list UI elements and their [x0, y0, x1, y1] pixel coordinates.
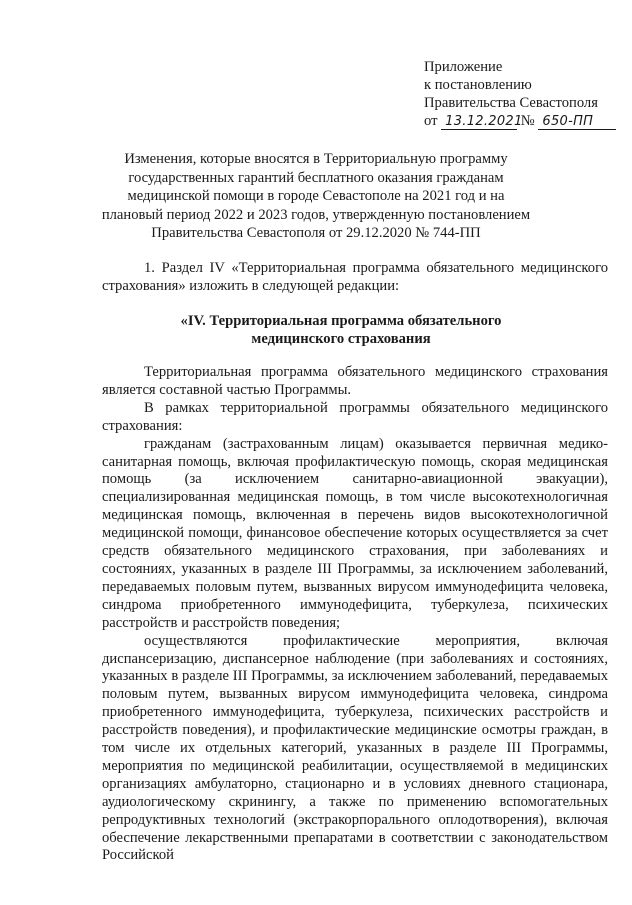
handwritten-number: 650-ПП: [538, 114, 616, 130]
paragraph-3: гражданам (застрахованным лицам) оказывается первичная медико-санитарная помощь, включая профилактическую помощь, скорая медицинская помощь (за исключением санитарно-авиационной эвакуации), специализированная медицинская помощь, в том числе высокотехнологичная медицинская помощь, включенная в перечень видов высокотехнологичной медицинской помощи, финансовое обеспечение которых осуществляется за счет средств обязательного медицинского страхования, при заболеваниях и состояниях, указанных в разделе III Программы, за исключением заболеваний, передаваемых половым путем, вызванных вирусом иммунодефицита человека, синдрома приобретенного иммунодефицита, туберкулеза, психических расстройств и расстройств поведения;: [102, 435, 608, 631]
document-heading: Изменения, которые вносятся в Территориальную программу государственных гарантий бесплатного оказания гражданам медицинской помощи в городе Севастополе на 2021 год и на плановый период 2022 и 2023 годов, утвержденную постановлением Правительства Севастополя от 29.12.2020 № 744-ПП: [101, 151, 531, 241]
appendix-date-line: [424, 112, 624, 130]
paragraph-4: осуществляются профилактические мероприятия, включая диспансеризацию, диспансерное наблюдение (при заболеваниях и состояниях, указанных в разделе III Программы, за исключением заболеваний, передаваемых половым путем, вызванных вирусом иммунодефицита человека, синдрома приобретенного иммунодефицита, туберкулеза, психических расстройств и расстройств поведения), и профилактические медицинские осмотры граждан, в том числе их отдельных категорий, указанных в разделе III Программы, мероприятия по медицинской реабилитации, осуществляемой в медицинских организациях амбулаторно, стационарно и в условиях дневного стационара, аудиологическому скринингу, а также по применению вспомогательных репродуктивных технологий (экстракорпорального оплодотворения), включая обеспечение лекарственными препаратами в соответствии с законодательством Российской: [102, 632, 608, 864]
paragraph-2: В рамках территориальной программы обязательного медицинского страхования:: [102, 399, 608, 434]
appendix-block: [424, 58, 624, 130]
section-body: [102, 364, 608, 865]
number-sign: №: [520, 113, 535, 129]
item-1: [102, 260, 608, 296]
appendix-line-1: Приложение: [424, 59, 503, 75]
handwritten-date: 13.12.2021: [441, 114, 517, 130]
item-1-text: 1. Раздел IV «Территориальная программа обязательного медицинского страхования» изложить в следующей редакции:: [102, 260, 608, 294]
appendix-line-2: к постановлению: [424, 77, 532, 93]
section-title: «IV. Территориальная программа обязательного медицинского страхования: [180, 313, 502, 347]
appendix-line-3: Правительства Севастополя: [424, 95, 598, 111]
date-prefix: от: [424, 113, 438, 129]
paragraph-1: Территориальная программа обязательного медицинского страхования является составной частью Программы.: [102, 364, 608, 398]
